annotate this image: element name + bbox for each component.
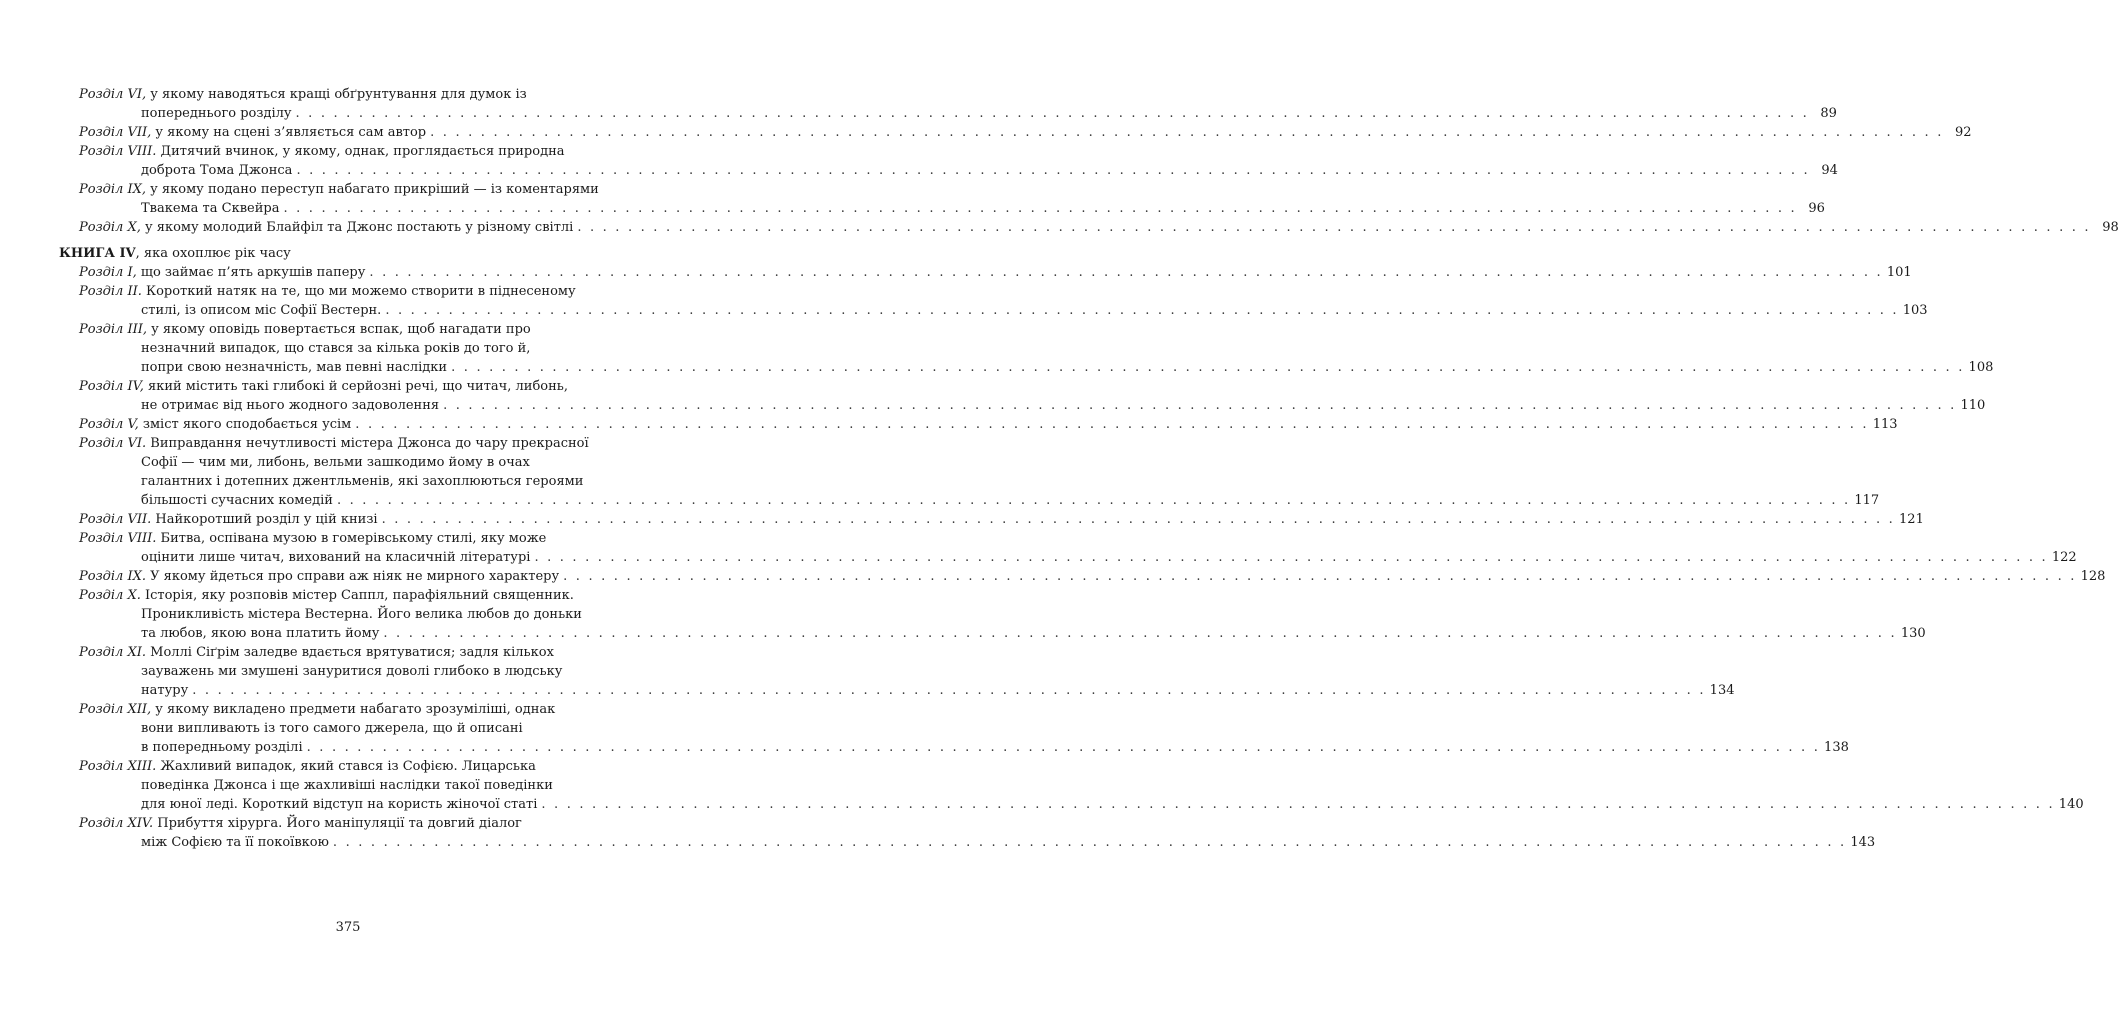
toc-line bbox=[59, 453, 611, 472]
chapter-description: зміст якого сподобається усім bbox=[138, 417, 352, 432]
chapter-description: Моллі Сіґрім заледве вдається врятуватися; задля кількох bbox=[146, 645, 554, 660]
chapter-description: попри свою незначність, мав певні наслідки bbox=[141, 360, 448, 375]
chapter-label: Розділ II. bbox=[79, 284, 142, 299]
toc-line-text bbox=[141, 199, 279, 218]
toc-line bbox=[59, 199, 1825, 218]
chapter-label: Розділ IV, bbox=[79, 379, 144, 394]
chapter-description: Битва, оспівана музою в гомерівському стилі, яку може bbox=[156, 531, 547, 546]
chapter-label: Розділ VIII. bbox=[79, 531, 157, 546]
toc-line-text bbox=[79, 218, 573, 237]
toc-line-text bbox=[141, 358, 447, 377]
page-ref: 121 bbox=[1899, 512, 1924, 527]
toc-line bbox=[59, 795, 2084, 814]
table-of-contents bbox=[59, 85, 2119, 852]
chapter-description: та любов, якою вона платить йому bbox=[141, 626, 380, 641]
chapter-description: Історія, яку розповів містер Саппл, парафіяльний священник. bbox=[140, 588, 574, 603]
toc-line bbox=[59, 301, 1928, 320]
chapter-description: Жахливий випадок, який стався із Софією. Лицарська bbox=[156, 759, 536, 774]
toc-line-text bbox=[79, 757, 536, 776]
toc-line-text bbox=[59, 244, 291, 263]
chapter-description: не отримає від нього жодного задоволення bbox=[141, 398, 440, 413]
toc-line-text bbox=[79, 85, 527, 104]
toc-line bbox=[59, 161, 1838, 180]
chapter-description: Твакема та Сквейра bbox=[141, 201, 280, 216]
toc-line bbox=[59, 104, 1837, 123]
toc-line-text bbox=[141, 662, 562, 681]
toc-line bbox=[59, 776, 611, 795]
chapter-description: , яка охоплює рік часу bbox=[135, 246, 291, 261]
dot-leader: . . . . . . . . . . . . . . . . . . . . . . . . . . . . . . . . . . . . . . . . . . . . . . . . . . . . . . . . . . . . . . . . . . . . . . . . . . . . . . . . . . . . . . . . . . . . . . . . . . . . . . . . . . . . . . . . . . . . . . . . bbox=[295, 106, 1809, 121]
chapter-label: Розділ I, bbox=[79, 265, 137, 280]
chapter-description: у якому на сцені з’являється сам автор bbox=[151, 125, 427, 140]
chapter-label: Розділ V, bbox=[79, 417, 139, 432]
chapter-label: Розділ VI. bbox=[79, 436, 147, 451]
chapter-label: Розділ IX, bbox=[79, 182, 146, 197]
toc-line bbox=[59, 415, 1898, 434]
toc-line bbox=[59, 719, 611, 738]
toc-chapter-entry bbox=[59, 510, 1924, 529]
page-ref: 122 bbox=[2051, 550, 2077, 565]
chapter-description: Виправдання нечутливості містера Джонса до чару прекрасної bbox=[146, 436, 589, 451]
page-ref: 134 bbox=[1709, 683, 1735, 698]
toc-chapter-entry bbox=[59, 586, 1926, 643]
toc-line bbox=[59, 510, 1924, 529]
toc-line-text bbox=[141, 624, 379, 643]
page-ref: 128 bbox=[2080, 569, 2106, 584]
toc-line-text bbox=[79, 142, 565, 161]
toc-line-text bbox=[79, 814, 522, 833]
toc-line-text bbox=[79, 123, 426, 142]
chapter-description: оцінити лише читач, вихований на класичній літературі bbox=[141, 550, 531, 565]
chapter-description: натуру bbox=[141, 683, 189, 698]
chapter-description: що займає п’ять аркушів паперу bbox=[136, 265, 366, 280]
toc-line bbox=[59, 218, 2119, 237]
chapter-description: у якому наводяться кращі обґрунтування для думок із bbox=[146, 87, 527, 102]
toc-line bbox=[59, 586, 611, 605]
chapter-description: зауважень ми змушені зануритися доволі глибоко в людську bbox=[141, 664, 563, 679]
toc-line bbox=[59, 567, 2106, 586]
dot-leader: . . . . . . . . . . . . . . . . . . . . . . . . . . . . . . . . . . . . . . . . . . . . . . . . . . . . . . . . . . . . . . . . . . . . . . . . . . . . . . . . . . . . . . . . . . . . . . . . . . . . . . . . . . . . . . . . . . . . . . . . bbox=[385, 303, 1899, 318]
chapter-description: Проникливість містера Вестерна. Його велика любов до доньки bbox=[141, 607, 582, 622]
toc-line-text bbox=[79, 700, 555, 719]
toc-line bbox=[59, 529, 611, 548]
dot-leader: . . . . . . . . . . . . . . . . . . . . . . . . . . . . . . . . . . . . . . . . . . . . . . . . . . . . . . . . . . . . . . . . . . . . . . . . . . . . . . . . . . . . . . . . . . . . . . . . . . . . . . . . . . . . . . . . . . . . . . . . bbox=[451, 360, 1965, 375]
toc-line bbox=[59, 833, 1876, 852]
chapter-label: Розділ XIV. bbox=[79, 816, 154, 831]
toc-line bbox=[59, 123, 1972, 142]
toc-chapter-entry bbox=[59, 282, 1928, 320]
chapter-description: Короткий натяк на те, що ми можемо створити в піднесеному bbox=[141, 284, 576, 299]
toc-chapter-entry bbox=[59, 142, 1838, 180]
toc-line bbox=[59, 548, 2077, 567]
dot-leader: . . . . . . . . . . . . . . . . . . . . . . . . . . . . . . . . . . . . . . . . . . . . . . . . . . . . . . . . . . . . . . . . . . . . . . . . . . . . . . . . . . . . . . . . . . . . . . . . . . . . . . . . . . . . . . . . . . . . . . . . bbox=[534, 550, 2048, 565]
toc-chapter-entry bbox=[59, 434, 1880, 510]
page-ref: 89 bbox=[1820, 106, 1837, 121]
toc-line-text bbox=[141, 795, 537, 814]
chapter-description: для юної леді. Короткий відступ на користь жіночої статі bbox=[141, 797, 538, 812]
toc-line bbox=[59, 180, 611, 199]
toc-chapter-entry bbox=[59, 643, 1735, 700]
toc-line bbox=[59, 320, 611, 339]
toc-line bbox=[59, 605, 611, 624]
dot-leader: . . . . . . . . . . . . . . . . . . . . . . . . . . . . . . . . . . . . . . . . . . . . . . . . . . . . . . . . . . . . . . . . . . . . . . . . . . . . . . . . . . . . . . . . . . . . . . . . . . . . . . . . . . . . . . . . . . . . . . . . bbox=[383, 626, 1897, 641]
chapter-description: який містить такі глибокі й серйозні речі, що читач, либонь, bbox=[143, 379, 568, 394]
dot-leader: . . . . . . . . . . . . . . . . . . . . . . . . . . . . . . . . . . . . . . . . . . . . . . . . . . . . . . . . . . . . . . . . . . . . . . . . . . . . . . . . . . . . . . . . . . . . . . . . . . . . . . . . . . . . . . . . . . . . . . . . bbox=[283, 201, 1797, 216]
toc-line bbox=[59, 700, 611, 719]
toc-line-text bbox=[79, 567, 559, 586]
toc-chapter-entry bbox=[59, 757, 2084, 814]
toc-line-text bbox=[79, 510, 378, 529]
page-ref: 113 bbox=[1872, 417, 1898, 432]
toc-line-text bbox=[79, 434, 589, 453]
toc-line-text bbox=[79, 263, 365, 282]
toc-line-text bbox=[141, 605, 582, 624]
toc-line-text bbox=[79, 377, 568, 396]
toc-line bbox=[59, 263, 1912, 282]
chapter-description: Софії — чим ми, либонь, вельми зашкодимо йому в очах bbox=[141, 455, 530, 470]
chapter-description: між Софією та її покоївкою bbox=[141, 835, 329, 850]
dot-leader: . . . . . . . . . . . . . . . . . . . . . . . . . . . . . . . . . . . . . . . . . . . . . . . . . . . . . . . . . . . . . . . . . . . . . . . . . . . . . . . . . . . . . . . . . . . . . . . . . . . . . . . . . . . . . . . . . . . . . . . . bbox=[577, 220, 2091, 235]
toc-line bbox=[59, 377, 611, 396]
chapter-label: Розділ IX. bbox=[79, 569, 146, 584]
toc-line-text bbox=[141, 738, 303, 757]
toc-line-text bbox=[141, 548, 530, 567]
chapter-description: Найкоротший розділ у цій книзі bbox=[151, 512, 378, 527]
dot-leader: . . . . . . . . . . . . . . . . . . . . . . . . . . . . . . . . . . . . . . . . . . . . . . . . . . . . . . . . . . . . . . . . . . . . . . . . . . . . . . . . . . . . . . . . . . . . . . . . . . . . . . . . . . . . . . . . . . . . . . . . bbox=[306, 740, 1821, 755]
chapter-description: галантних і дотепних джентльменів, які захоплюються героями bbox=[141, 474, 584, 489]
toc-line-text bbox=[141, 472, 583, 491]
toc-line-text bbox=[79, 529, 546, 548]
page-ref: 96 bbox=[1808, 201, 1825, 216]
toc-chapter-entry bbox=[59, 814, 1876, 852]
page-ref: 117 bbox=[1854, 493, 1880, 508]
page-ref: 103 bbox=[1902, 303, 1928, 318]
toc-line bbox=[59, 85, 611, 104]
toc-line bbox=[59, 142, 611, 161]
toc-line bbox=[59, 738, 1849, 757]
toc-chapter-entry bbox=[59, 180, 1825, 218]
chapter-description: в попередньому розділі bbox=[141, 740, 303, 755]
chapter-label: Розділ III, bbox=[79, 322, 148, 337]
dot-leader: . . . . . . . . . . . . . . . . . . . . . . . . . . . . . . . . . . . . . . . . . . . . . . . . . . . . . . . . . . . . . . . . . . . . . . . . . . . . . . . . . . . . . . . . . . . . . . . . . . . . . . . . . . . . . . . . . . . . . . . . bbox=[332, 835, 1847, 850]
page-ref: 140 bbox=[2058, 797, 2084, 812]
toc-line bbox=[59, 662, 611, 681]
dot-leader: . . . . . . . . . . . . . . . . . . . . . . . . . . . . . . . . . . . . . . . . . . . . . . . . . . . . . . . . . . . . . . . . . . . . . . . . . . . . . . . . . . . . . . . . . . . . . . . . . . . . . . . . . . . . . . . . . . . . . . . . bbox=[430, 125, 1944, 140]
dot-leader: . . . . . . . . . . . . . . . . . . . . . . . . . . . . . . . . . . . . . . . . . . . . . . . . . . . . . . . . . . . . . . . . . . . . . . . . . . . . . . . . . . . . . . . . . . . . . . . . . . . . . . . . . . . . . . . . . . . . . . . . bbox=[355, 417, 1869, 432]
dot-leader: . . . . . . . . . . . . . . . . . . . . . . . . . . . . . . . . . . . . . . . . . . . . . . . . . . . . . . . . . . . . . . . . . . . . . . . . . . . . . . . . . . . . . . . . . . . . . . . . . . . . . . . . . . . . . . . . . . . . . . . . bbox=[296, 163, 1810, 178]
toc-line bbox=[59, 643, 611, 662]
toc-chapter-entry bbox=[59, 85, 1837, 123]
toc-line-text bbox=[79, 180, 599, 199]
toc-line bbox=[59, 244, 611, 263]
toc-line bbox=[59, 757, 611, 776]
toc-line-text bbox=[141, 491, 333, 510]
toc-chapter-entry bbox=[59, 567, 2106, 586]
page-ref: 143 bbox=[1850, 835, 1876, 850]
toc-line-text bbox=[141, 301, 381, 320]
toc-chapter-entry bbox=[59, 123, 1972, 142]
chapter-description: у якому викладено предмети набагато зрозуміліші, однак bbox=[151, 702, 556, 717]
toc-line-text bbox=[141, 104, 292, 123]
chapter-label: Розділ XI. bbox=[79, 645, 146, 660]
toc-line bbox=[59, 339, 611, 358]
chapter-description: у якому молодий Блайфіл та Джонс постають у різному світлі bbox=[140, 220, 574, 235]
page-ref: 130 bbox=[1900, 626, 1926, 641]
toc-line bbox=[59, 434, 611, 453]
chapter-description: більшості сучасних комедій bbox=[141, 493, 333, 508]
book-label: КНИГА IV bbox=[59, 246, 136, 261]
dot-leader: . . . . . . . . . . . . . . . . . . . . . . . . . . . . . . . . . . . . . . . . . . . . . . . . . . . . . . . . . . . . . . . . . . . . . . . . . . . . . . . . . . . . . . . . . . . . . . . . . . . . . . . . . . . . . . . . . . . . . . . . bbox=[381, 512, 1896, 527]
chapter-label: Розділ VIII. bbox=[79, 144, 157, 159]
toc-line bbox=[59, 491, 1880, 510]
toc-line-text bbox=[141, 161, 292, 180]
chapter-label: Розділ VII, bbox=[79, 125, 152, 140]
toc-line bbox=[59, 282, 611, 301]
toc-chapter-entry bbox=[59, 415, 1898, 434]
toc-line-text bbox=[141, 833, 329, 852]
toc-chapter-entry bbox=[59, 218, 2119, 237]
toc-line-text bbox=[141, 339, 530, 358]
chapter-description: доброта Тома Джонса bbox=[141, 163, 293, 178]
toc-line-text bbox=[79, 643, 554, 662]
page-ref: 138 bbox=[1824, 740, 1849, 755]
chapter-description: Дитячий вчинок, у якому, однак, проглядається природна bbox=[156, 144, 565, 159]
page-ref: 108 bbox=[1968, 360, 1994, 375]
toc-line bbox=[59, 681, 1735, 700]
toc-line-text bbox=[141, 719, 523, 738]
toc-chapter-entry bbox=[59, 320, 1994, 377]
chapter-label: Розділ X. bbox=[79, 588, 141, 603]
dot-leader: . . . . . . . . . . . . . . . . . . . . . . . . . . . . . . . . . . . . . . . . . . . . . . . . . . . . . . . . . . . . . . . . . . . . . . . . . . . . . . . . . . . . . . . . . . . . . . . . . . . . . . . . . . . . . . . . . . . . . . . . bbox=[443, 398, 1957, 413]
page-ref: 98 bbox=[2102, 220, 2119, 235]
toc-book-heading bbox=[59, 244, 611, 263]
toc-line bbox=[59, 814, 611, 833]
dot-leader: . . . . . . . . . . . . . . . . . . . . . . . . . . . . . . . . . . . . . . . . . . . . . . . . . . . . . . . . . . . . . . . . . . . . . . . . . . . . . . . . . . . . . . . . . . . . . . . . . . . . . . . . . . . . . . . . . . . . . . . . bbox=[563, 569, 2077, 584]
chapter-label: Розділ VI, bbox=[79, 87, 147, 102]
page-ref: 110 bbox=[1960, 398, 1986, 413]
chapter-description: попереднього розділу bbox=[141, 106, 292, 121]
toc-line-text bbox=[141, 681, 188, 700]
chapter-label: Розділ VII. bbox=[79, 512, 152, 527]
dot-leader: . . . . . . . . . . . . . . . . . . . . . . . . . . . . . . . . . . . . . . . . . . . . . . . . . . . . . . . . . . . . . . . . . . . . . . . . . . . . . . . . . . . . . . . . . . . . . . . . . . . . . . . . . . . . . . . . . . . . . . . . bbox=[192, 683, 1706, 698]
toc-line-text bbox=[141, 776, 553, 795]
toc-line-text bbox=[141, 453, 530, 472]
toc-line bbox=[59, 396, 1986, 415]
chapter-label: Розділ XII, bbox=[79, 702, 152, 717]
dot-leader: . . . . . . . . . . . . . . . . . . . . . . . . . . . . . . . . . . . . . . . . . . . . . . . . . . . . . . . . . . . . . . . . . . . . . . . . . . . . . . . . . . . . . . . . . . . . . . . . . . . . . . . . . . . . . . . . . . . . . . . . bbox=[336, 493, 1851, 508]
chapter-label: Розділ X, bbox=[79, 220, 141, 235]
chapter-description: вони випливають із того самого джерела, що й описані bbox=[141, 721, 523, 736]
page-ref: 94 bbox=[1821, 163, 1838, 178]
toc-line-text bbox=[141, 396, 439, 415]
chapter-description: поведінка Джонса і ще жахливіші наслідки такої поведінки bbox=[141, 778, 553, 793]
toc-line-text bbox=[79, 415, 351, 434]
dot-leader: . . . . . . . . . . . . . . . . . . . . . . . . . . . . . . . . . . . . . . . . . . . . . . . . . . . . . . . . . . . . . . . . . . . . . . . . . . . . . . . . . . . . . . . . . . . . . . . . . . . . . . . . . . . . . . . . . . . . . . . . bbox=[541, 797, 2055, 812]
toc-chapter-entry bbox=[59, 263, 1912, 282]
dot-leader: . . . . . . . . . . . . . . . . . . . . . . . . . . . . . . . . . . . . . . . . . . . . . . . . . . . . . . . . . . . . . . . . . . . . . . . . . . . . . . . . . . . . . . . . . . . . . . . . . . . . . . . . . . . . . . . . . . . . . . . . bbox=[369, 265, 1883, 280]
toc-chapter-entry bbox=[59, 377, 1986, 415]
toc-chapter-entry bbox=[59, 700, 1849, 757]
chapter-description: Прибуття хірурга. Його маніпуляції та довгий діалог bbox=[153, 816, 522, 831]
toc-line-text bbox=[79, 320, 531, 339]
chapter-description: незначний випадок, що стався за кілька років до того й, bbox=[141, 341, 531, 356]
toc-line bbox=[59, 472, 611, 491]
page-ref: 92 bbox=[1955, 125, 1972, 140]
toc-chapter-entry bbox=[59, 529, 2077, 567]
toc-line-text bbox=[79, 282, 576, 301]
chapter-description: у якому подано переступ набагато прикріший — із коментарями bbox=[146, 182, 599, 197]
page-number: 375 bbox=[335, 920, 361, 935]
chapter-description: у якому оповідь повертається вспак, щоб нагадати про bbox=[147, 322, 531, 337]
chapter-description: стилі, із описом міс Софії Вестерн. bbox=[141, 303, 382, 318]
page-ref: 101 bbox=[1886, 265, 1912, 280]
chapter-label: Розділ XIII. bbox=[79, 759, 157, 774]
toc-line bbox=[59, 358, 1994, 377]
chapter-description: У якому йдеться про справи аж ніяк не мирного характеру bbox=[146, 569, 560, 584]
toc-line-text bbox=[79, 586, 574, 605]
toc-line bbox=[59, 624, 1926, 643]
